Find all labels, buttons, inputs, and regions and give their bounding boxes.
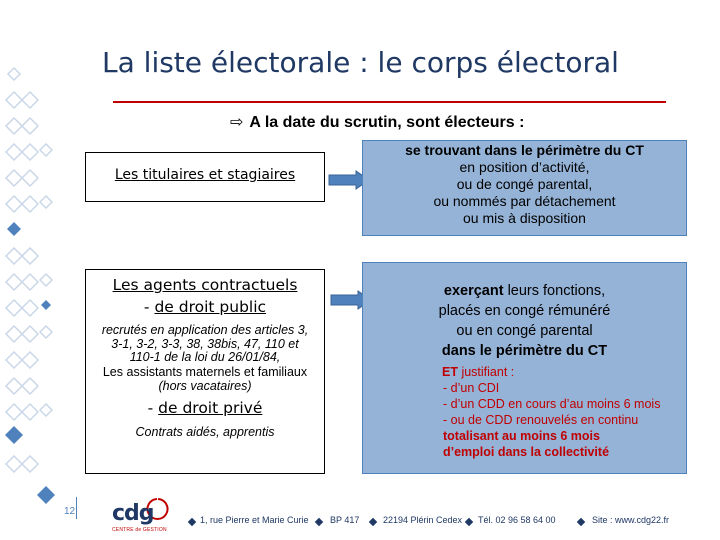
dash: - [143,298,155,316]
assistants-label: Les assistants maternels et familiaux [102,364,308,379]
footer-address: 1, rue Pierre et Marie Curie [200,515,309,525]
condition-line: ou mis à disposition [463,210,586,226]
page-number: 12 [64,506,76,517]
et-label: ET [442,365,458,379]
contract-list-item: - ou de CDD renouvelés en continu [443,413,639,427]
recruitment-articles: recrutés en application des articles 3, 3-1, 3-2, 3-3, 38, 38bis, 47, 110 et 110-1 de la loi du 26/01/84, [101,323,309,364]
separator-diamond-icon [369,518,377,526]
dash: - [147,398,159,417]
contractuels-title: Les agents contractuels [112,276,298,294]
condition-text: leurs fonctions, [503,283,606,299]
titulaires-conditions-box [362,140,687,236]
condition-line: en position d’activité, [459,159,590,175]
slide-title: La liste électorale : le corps électoral [102,46,619,79]
separator-diamond-icon [577,518,585,526]
titulaires-label: Les titulaires et stagiaires [114,167,296,183]
droit-prive-heading [86,399,324,417]
footer-bp: BP 417 [330,515,360,525]
droit-public-label: de droit public [154,298,267,316]
separator-diamond-icon [188,518,196,526]
contract-list-item: - d’un CDI [443,381,500,395]
condition-line [363,281,686,301]
contractuels-box [85,269,325,474]
logo-text: cdg [112,501,154,526]
decorative-diamond-pattern [0,0,60,520]
page-divider [76,497,77,519]
exercant-label: exerçant [443,283,504,299]
condition-line: ou en congé parental [456,323,593,339]
justifiant-label: justifiant : [457,365,515,379]
right-arrow-icon: ⇨ [230,114,244,131]
footer-phone: Tél. 02 96 58 64 00 [478,515,556,525]
separator-diamond-icon [315,518,323,526]
footer-city: 22194 Plérin Cedex [383,515,463,525]
separator-diamond-icon [465,518,473,526]
condition-line: ou nommés par détachement [433,193,616,209]
logo-caption: CENTRE de GESTION [112,527,167,533]
titulaires-box [85,152,325,202]
condition-line: dans le périmètre du CT [441,343,608,359]
subtitle-text: A la date du scrutin, sont électeurs : [249,114,525,131]
contractuels-conditions-box [362,262,687,474]
vacataires-note: (hors vacataires) [158,378,252,393]
total-line: d’emploi dans la collectivité [443,445,610,459]
droit-public-heading [86,298,324,316]
footer-website: Site : www.cdg22.fr [592,515,670,525]
contract-list-item: - d’un CDD en cours d’au moins 6 mois [443,397,661,411]
et-justifiant [363,364,686,380]
condition-line: se trouvant dans le périmètre du CT [405,142,644,158]
contrats-label: Contrats aidés, apprentis [135,424,275,439]
condition-line: ou de congé parental, [456,176,593,192]
droit-prive-label: de droit privé [158,398,263,417]
title-divider [113,101,666,103]
slide-subtitle [230,112,524,132]
condition-line: placés en congé rémunéré [438,303,611,319]
total-line: totalisant au moins 6 mois [443,429,600,443]
